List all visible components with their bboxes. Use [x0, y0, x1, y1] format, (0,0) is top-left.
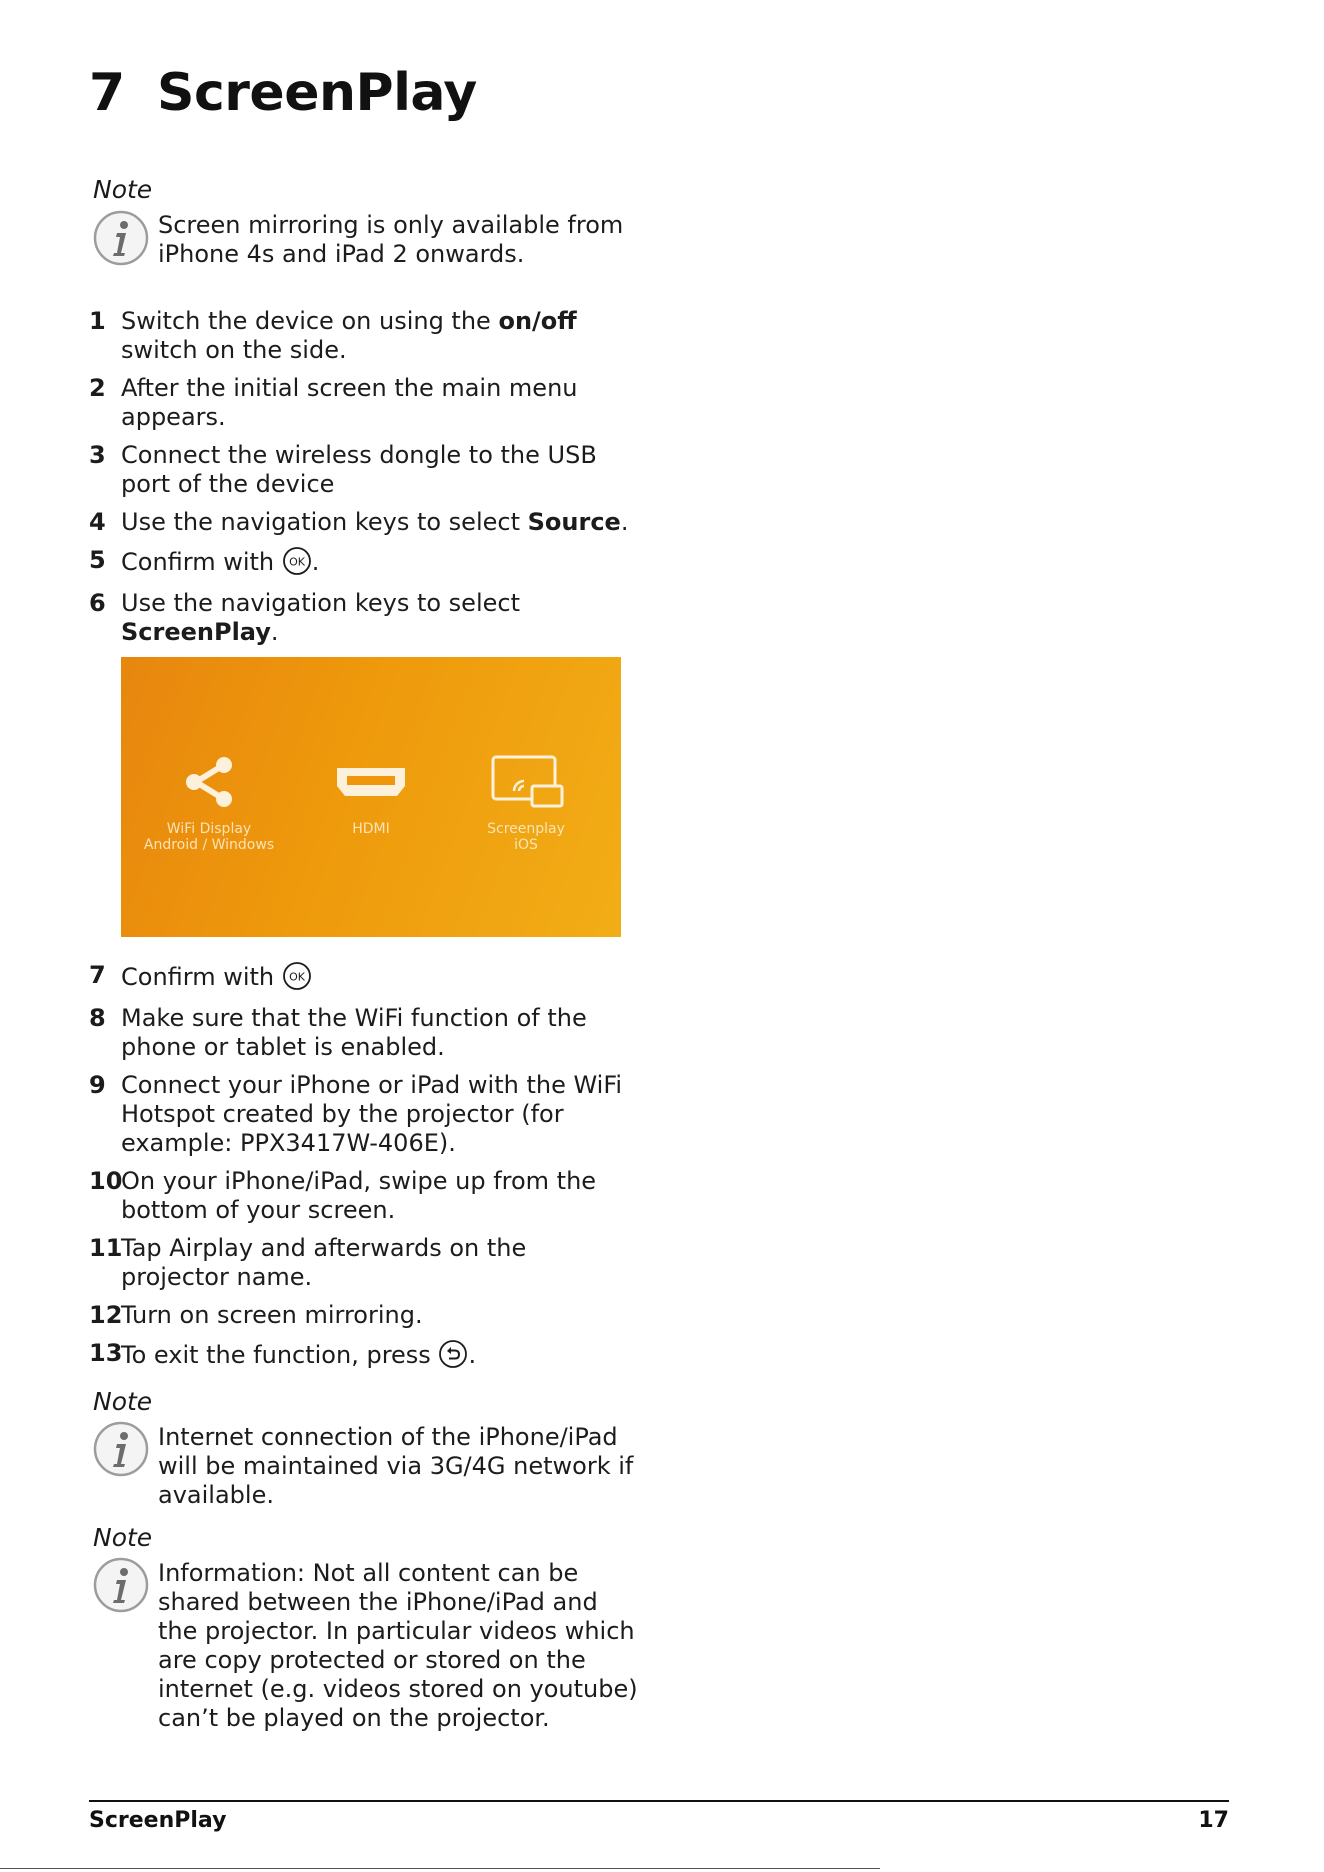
chapter-title: ScreenPlay — [157, 63, 477, 123]
back-button-icon — [438, 1339, 468, 1369]
share-icon — [179, 755, 239, 809]
page-title — [89, 58, 477, 128]
scan-edge-line — [0, 1868, 880, 1869]
ok-button-icon — [282, 961, 312, 991]
chapter-number: 7 — [89, 63, 125, 123]
note-label: Note — [93, 1523, 153, 1552]
info-icon — [93, 209, 151, 267]
info-icon — [93, 1556, 151, 1614]
note-label: Note — [93, 1387, 153, 1416]
note-2 — [93, 1387, 634, 1509]
source-screenplay: Screenplay iOS — [476, 755, 576, 853]
info-icon — [93, 1420, 151, 1478]
svg-text:OK: OK — [288, 555, 305, 569]
svg-text:OK: OK — [288, 970, 305, 984]
note-text: Screen mirroring is only available from iPhone 4s and iPad 2 onwards. — [158, 211, 624, 268]
note-text: Information: Not all content can be shared between the iPhone/iPad and the projector. In particular videos which are copy protected or stored on the internet (e.g. videos stored on youtube) can’t be played on the projector. — [158, 1559, 638, 1732]
footer-section-title: ScreenPlay — [89, 1808, 227, 1833]
note-label: Note — [93, 175, 153, 204]
ok-button-icon — [282, 546, 312, 576]
note-3 — [93, 1523, 638, 1732]
manual-page: 7 ScreenPlay Note Screen mirroring is only available from iPhone 4s and iPad 2 onwards. 1 Switch the device on using the on/off switch on the side. 2 After the initial screen the main menu appears. 3 Connect the wireless dongle to the USB port of the device 4 Use the navigation keys to select Source. 5 Confirm with OK . 6 Use the navigation keys to select ScreenPlay. 7 Confirm with OK 8 Make sure that the WiFi function of the phone or tablet is enabled. 9 Connect your iPhone or iPad with the WiFi Hotspot created by the projector (for example: PPX3417W-406E). 10 On your iPhone/iPad, swipe up from the bottom of your screen. 11 Tap Airplay and afterwards on the projector name. 12 Turn on screen mirroring. 13 To exit the function, press . WiFi Display Android / Windows HDMI Screenplay iOS Note Internet connection of the iPhone/iPad will be maintained via 3G/4G network if available. Note Information: Not all content can be shared between the iPhone/iPad and the projector. In particular videos which are copy protected or stored on the internet (e.g. videos stored on youtube) can’t be played on the projector. ScreenPlay 17 — [0, 0, 1324, 1872]
screencast-icon — [486, 755, 566, 809]
source-wifi-display: WiFi Display Android / Windows — [139, 755, 279, 853]
source-menu-screenshot — [121, 657, 621, 937]
footer-rule — [89, 1800, 1229, 1802]
hdmi-icon — [333, 755, 409, 809]
note-text: Internet connection of the iPhone/iPad will be maintained via 3G/4G network if available. — [158, 1423, 634, 1509]
source-hdmi: HDMI — [321, 755, 421, 837]
note-1 — [93, 175, 624, 268]
page-number: 17 — [1198, 1808, 1229, 1833]
